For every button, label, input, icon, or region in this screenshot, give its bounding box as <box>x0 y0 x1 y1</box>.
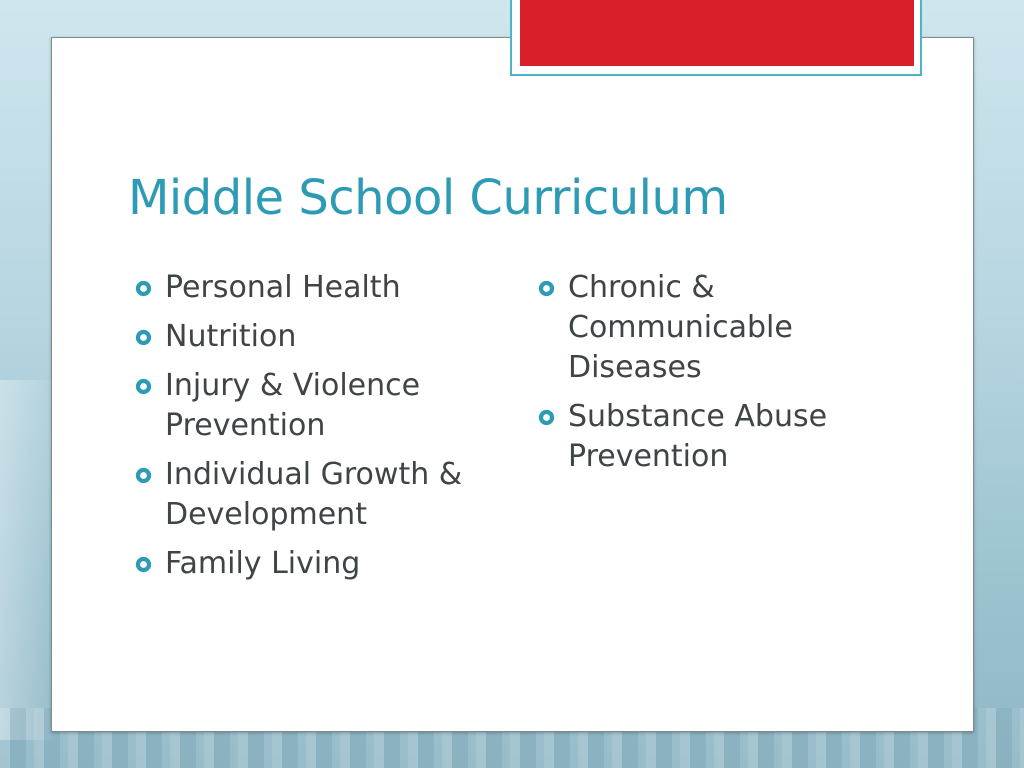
bullet-list-left <box>135 268 485 593</box>
accent-red-bar <box>520 0 914 66</box>
list-item <box>135 317 485 357</box>
list-item-text: Family Living <box>165 546 361 581</box>
list-item <box>538 397 898 477</box>
list-item-text: Individual Growth & Development <box>165 457 463 532</box>
ring-bullet-icon <box>135 378 152 395</box>
list-item-text: Personal Health <box>165 270 401 305</box>
list-item-text: Substance Abuse Prevention <box>568 399 828 474</box>
ring-bullet-icon <box>135 467 152 484</box>
list-item <box>135 455 485 535</box>
ring-bullet-icon <box>538 280 555 297</box>
slide-title: Middle School Curriculum <box>128 170 728 226</box>
list-item <box>135 366 485 446</box>
ring-bullet-icon <box>135 329 152 346</box>
bullet-list-right <box>538 268 898 486</box>
list-item <box>135 268 485 308</box>
ring-bullet-icon <box>135 556 152 573</box>
ring-bullet-icon <box>135 280 152 297</box>
list-item-text: Chronic & Communicable Diseases <box>568 270 793 385</box>
ring-bullet-icon <box>538 409 555 426</box>
list-item-text: Nutrition <box>165 319 297 354</box>
list-item-text: Injury & Violence Prevention <box>165 368 421 443</box>
list-item <box>135 544 485 584</box>
list-item <box>538 268 898 388</box>
